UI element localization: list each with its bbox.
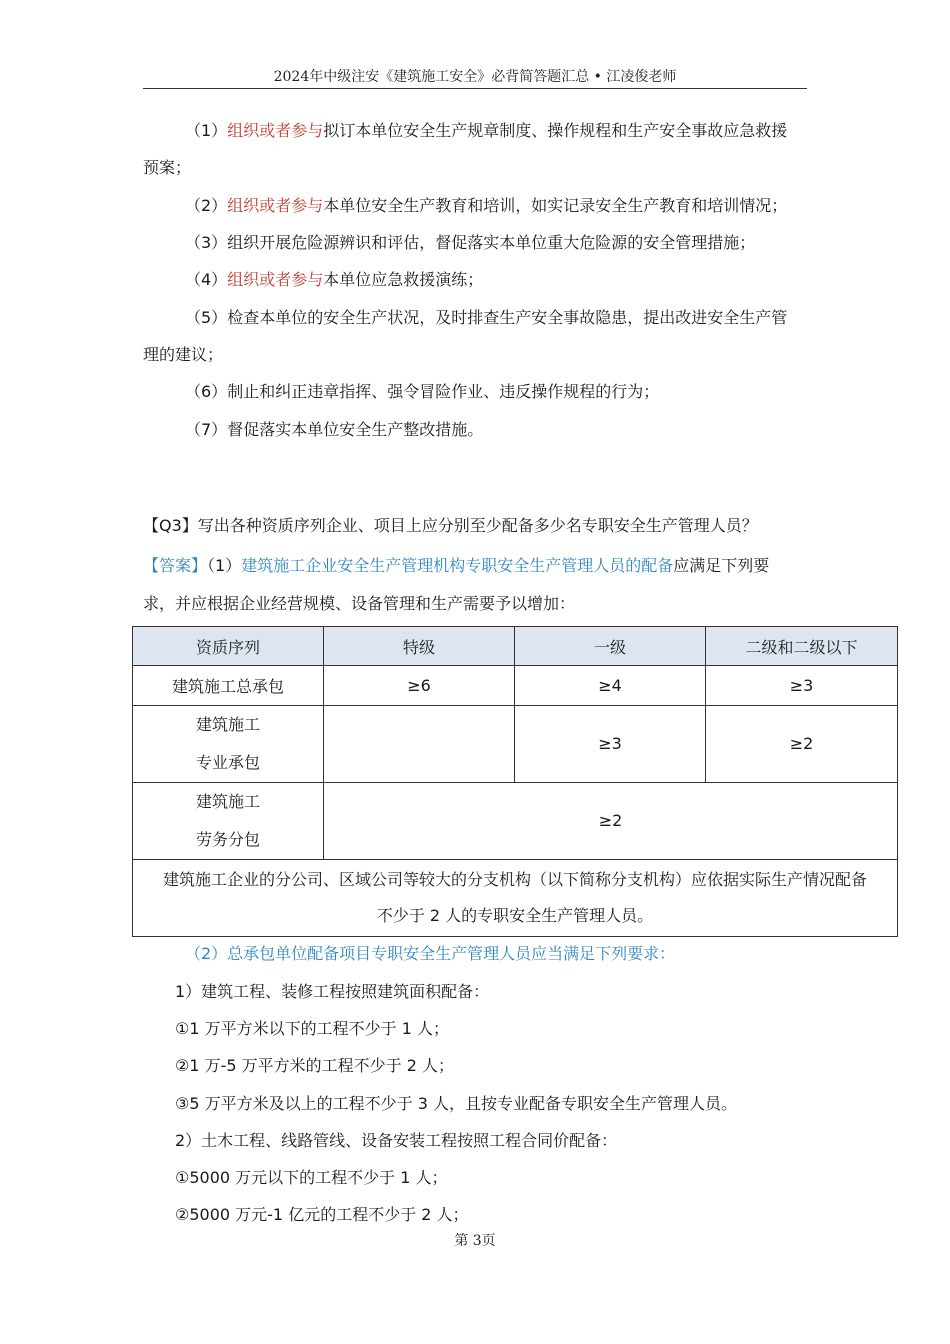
a2-item: ①5000 万元以下的工程不少于 1 人； [175, 1168, 448, 1187]
table-cell: ≥3 [515, 706, 706, 783]
a2-heading: （2）总承包单位配备项目专职安全生产管理人员应当满足下列要求： [185, 944, 676, 963]
duty-5: （5）检查本单位的安全生产状况，及时排查生产安全事故隐患，提出改进安全生产管 [185, 308, 788, 327]
a2-item: 1）建筑工程、装修工程按照建筑面积配备： [175, 982, 490, 1001]
table-row [133, 706, 898, 783]
q3-answer-line1: 【答案】（1）建筑施工企业安全生产管理机构专职安全生产管理人员的配备应满足下列要 [143, 556, 770, 575]
table-cell: ≥6 [324, 666, 515, 706]
header-cell: 二级和二级以下 [706, 627, 898, 666]
header-rule [143, 88, 807, 89]
q3-question: 【Q3】写出各种资质序列企业、项目上应分别至少配备多少名专职安全生产管理人员？ [143, 516, 758, 535]
duty-5-cont: 理的建议； [143, 345, 224, 364]
table-cell: ≥2 [706, 706, 898, 783]
table-cell: ≥4 [515, 666, 706, 706]
header-cell: 特级 [324, 627, 515, 666]
duty-1: （1）组织或者参与拟订本单位安全生产规章制度、操作规程和生产安全事故应急救援 [185, 121, 788, 140]
table-row [133, 666, 898, 706]
header-cell: 资质序列 [133, 627, 324, 666]
table-note-row [133, 860, 898, 937]
table-cell: ≥2 [324, 783, 898, 860]
duty-6: （6）制止和纠正违章指挥、强令冒险作业、违反操作规程的行为； [185, 382, 660, 401]
q3-answer-line2: 求，并应根据企业经营规模、设备管理和生产需要予以增加： [143, 594, 576, 613]
duty-7: （7）督促落实本单位安全生产整改措施。 [185, 420, 484, 439]
a2-item: 2）土木工程、线路管线、设备安装工程按照工程合同价配备： [175, 1131, 618, 1150]
duty-2: （2）组织或者参与本单位安全生产教育和培训，如实记录安全生产教育和培训情况； [185, 196, 788, 215]
table-cell: 建筑施工 劳务分包 [133, 783, 324, 860]
a2-item: ③5 万平方米及以上的工程不少于 3 人，且按专业配备专职安全生产管理人员。 [175, 1094, 737, 1113]
page-footer: 第 3页 [454, 1233, 496, 1249]
duty-3: （3）组织开展危险源辨识和评估，督促落实本单位重大危险源的安全管理措施； [185, 233, 756, 252]
table-header-row [133, 627, 898, 666]
duty-1-cont: 预案； [143, 158, 192, 177]
staffing-table [132, 626, 898, 937]
table-row [133, 783, 898, 860]
page-header: 2024年中级注安《建筑施工安全》必背简答题汇总 • 江凌俊老师 [273, 69, 677, 85]
a2-item: ②5000 万元-1 亿元的工程不少于 2 人； [175, 1205, 469, 1224]
table-note: 建筑施工企业的分公司、区域公司等较大的分支机构（以下简称分支机构）应依据实际生产情况配备 不少于 2 人的专职安全生产管理人员。 [133, 860, 898, 937]
header-cell: 一级 [515, 627, 706, 666]
table-cell-empty [324, 706, 515, 783]
duty-4: （4）组织或者参与本单位应急救援演练； [185, 270, 484, 289]
a2-item: ②1 万-5 万平方米的工程不少于 2 人； [175, 1056, 455, 1075]
table-cell: ≥3 [706, 666, 898, 706]
table-cell: 建筑施工 专业承包 [133, 706, 324, 783]
a2-item: ①1 万平方米以下的工程不少于 1 人； [175, 1019, 449, 1038]
table-cell: 建筑施工总承包 [133, 666, 324, 706]
